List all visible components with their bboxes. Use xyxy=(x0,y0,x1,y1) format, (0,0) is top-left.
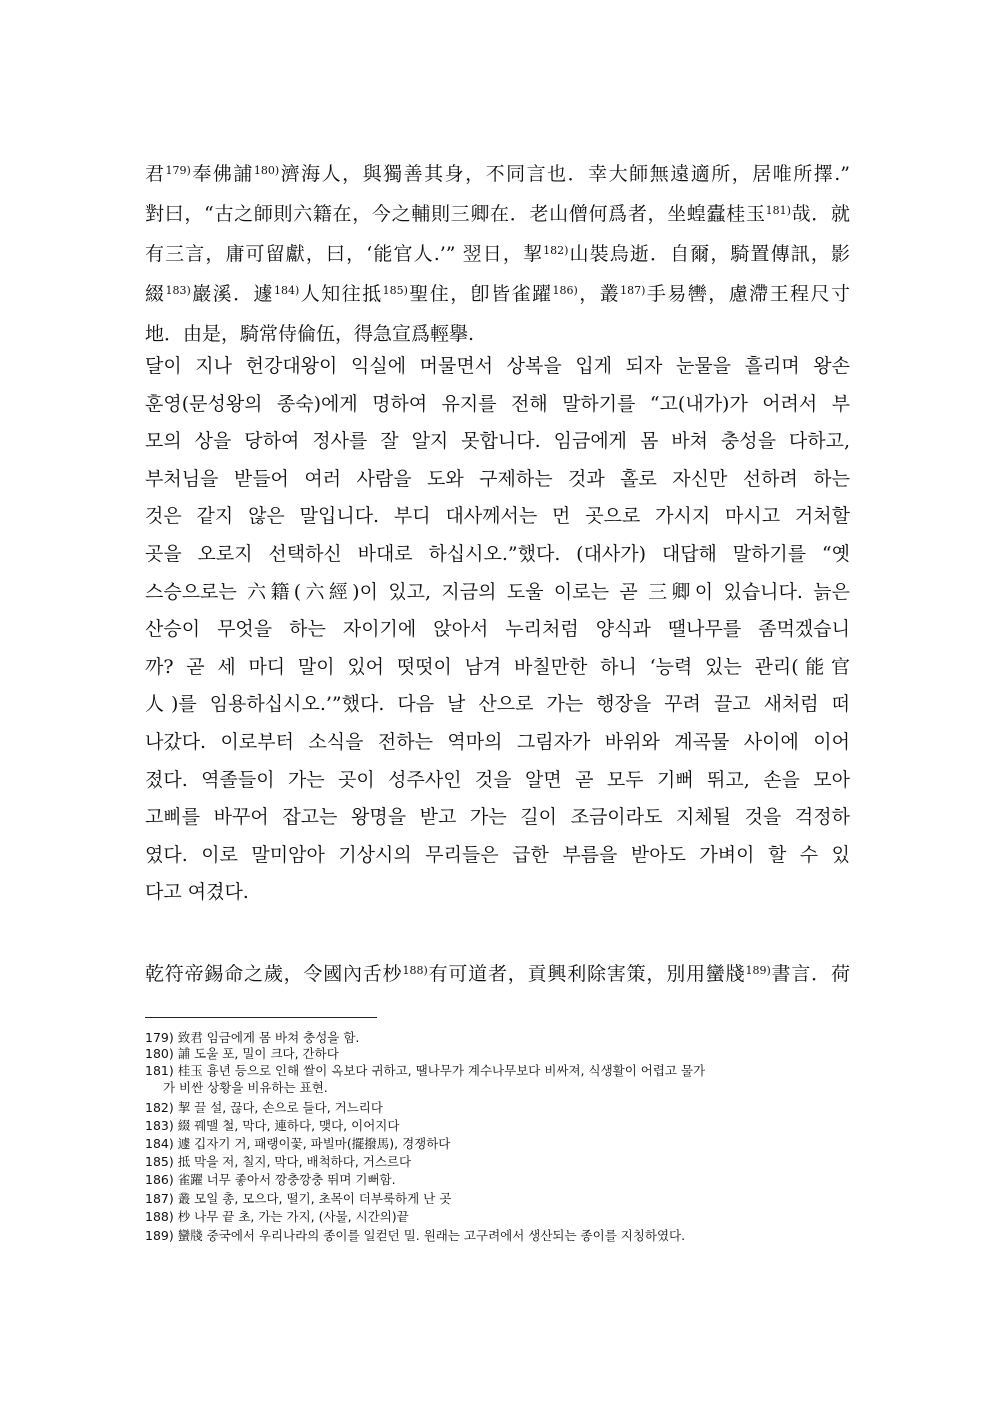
korean-line: 것은 같지 않은 말입니다. 부디 대사께서는 먼 곳으로 가시지 마시고 거처할 xyxy=(145,505,850,528)
footnote-item: 188) 杪 나무 끝 초, 가는 가지, (사물, 시간의)끝 xyxy=(145,1209,409,1224)
korean-line: 달이 지나 헌강대왕이 익실에 머물면서 상복을 입게 되자 눈물을 흘리며 왕손 xyxy=(145,355,850,377)
footnote-item: 181) 桂玉 흉년 등으로 인해 쌀이 옥보다 귀하고, 땔나무가 계수나무보다 비싸져, 식생활이 어렵고 물가 xyxy=(145,1063,706,1078)
korean-line: 산승이 무엇을 하는 자이기에 앉아서 누리처럼 양식과 땔나무를 좀먹겠습니 xyxy=(145,618,850,641)
text-run: 對曰，“古之師則六籍在，今之輔則三卿在．老山僧何爲者，坐蝗蠹桂玉 xyxy=(145,203,766,225)
footnote-item: 182) 挈 끌 설, 끊다, 손으로 들다, 거느리다 xyxy=(145,1100,383,1115)
footnote-marker[interactable]: 182) xyxy=(543,244,569,257)
footnote-item: 189) 蠻牋 중국에서 우리나라의 종이를 일컫던 밀. 원래는 고구려에서 생산되는 종이를 지칭하였다. xyxy=(145,1228,686,1243)
text-run: 地．由是，騎常侍倫伍，得急宣爲輕擧. xyxy=(145,323,475,345)
footnote-separator xyxy=(145,1017,377,1018)
footnote-item: 179) 致君 임금에게 몸 바쳐 충성을 함. xyxy=(145,1030,360,1045)
footnote-marker[interactable]: 181) xyxy=(765,204,791,217)
footnote-marker[interactable]: 179) xyxy=(165,164,191,177)
footnote-item: 185) 抵 막을 저, 칠지, 막다, 배척하다, 거스르다 xyxy=(145,1154,412,1169)
footnote-marker[interactable]: 188) xyxy=(402,964,428,977)
footnote-marker[interactable]: 189) xyxy=(745,964,771,977)
footnote-item: 가 비싼 상황을 비유하는 표현. xyxy=(163,1080,328,1095)
text-run: 手易轡，慮滯王程尺寸 xyxy=(645,283,850,305)
text-run: 人知往抵 xyxy=(299,283,383,305)
text-run: 哉．就 xyxy=(790,203,850,225)
footnote-item: 186) 雀躍 너무 좋아서 깡충깡충 뛰며 기뻐함. xyxy=(145,1172,396,1187)
text-run: 書言．荷 xyxy=(770,963,850,985)
text-run: ，叢 xyxy=(577,283,621,305)
korean-line: 졌다. 역졸들이 가는 곳이 성주사인 것을 알면 곧 모두 기뻐 뛰고, 손을 모아 xyxy=(145,768,850,791)
korean-line: 나갔다. 이로부터 소식을 전하는 역마의 그림자가 바위와 계곡물 사이에 이어 xyxy=(145,731,850,753)
text-run: 奉佛誧 xyxy=(190,163,254,185)
classical-line xyxy=(145,242,850,266)
footnote-marker[interactable]: 185) xyxy=(382,284,408,297)
footnote-marker[interactable]: 186) xyxy=(552,284,578,297)
korean-line: 人)를 임용하십시오.’”했다. 다음 날 산으로 가는 행장을 꾸려 끌고 새처럼 떠 xyxy=(145,693,850,716)
footnote-item: 184) 遽 깁자기 거, 패랭이꽃, 파빌마(擺撥馬), 경쟁하다 xyxy=(145,1136,451,1151)
text-run: 濟海人，與獨善其身，不同言也．幸大師無遠適所，居唯所擇.” xyxy=(279,163,850,185)
footnote-marker[interactable]: 187) xyxy=(620,284,646,297)
text-run: 綴 xyxy=(145,283,166,305)
text-run: 乾符帝錫命之歲，令國內舌杪 xyxy=(145,963,403,985)
korean-line: 까? 곧 세 마디 말이 있어 떳떳이 남겨 바칠만한 하니 ‘능력 있는 관리(能官 xyxy=(145,655,850,678)
korean-line: 모의 상을 당하여 정사를 잘 알지 못합니다. 임금에게 몸 바쳐 충성을 다하고, xyxy=(145,430,850,453)
korean-line: 훈영(문성왕의 종숙)에게 명하여 유지를 전해 말하기를 “고(내가)가 어려서 부 xyxy=(145,392,850,415)
korean-line: 곳을 오로지 선택하신 바대로 하십시오.”했다. (대사가) 대답해 말하기를 “옛 xyxy=(145,543,850,565)
classical-line xyxy=(145,322,850,346)
text-run: 有可道者，貢興利除害策，別用蠻牋 xyxy=(427,963,746,985)
korean-line: 였다. 이로 말미암아 기상시의 무리들은 급한 부름을 받아도 가벼이 할 수 있 xyxy=(145,843,850,866)
korean-line: 다고 여겼다. xyxy=(145,881,249,904)
footnote-item: 187) 叢 모일 총, 모으다, 떨기, 초목이 더부룩하게 난 곳 xyxy=(145,1191,452,1206)
korean-line: 스승으로는 六籍(六經)이 있고, 지금의 도울 이로는 곧 三卿이 있습니다. 늙은 xyxy=(145,580,850,603)
footnote-marker[interactable]: 184) xyxy=(274,284,300,297)
korean-line: 부처님을 받들어 여러 사람을 도와 구제하는 것과 홀로 자신만 선하려 하는 xyxy=(145,467,850,490)
footnote-item: 180) 誧 도울 포, 밀이 크다, 간하다 xyxy=(145,1046,339,1061)
classical-line xyxy=(145,282,850,306)
text-run: 聖住，卽皆雀躍 xyxy=(407,283,553,305)
classical-line xyxy=(145,162,850,186)
classical-line xyxy=(145,962,850,986)
text-run: 有三言，庸可留獻，曰，‘能官人.’” 翌日，挈 xyxy=(145,243,544,265)
footnote-item: 183) 綴 꿰맬 철, 막다, 連하다, 맺다, 이어지다 xyxy=(145,1118,400,1133)
footnote-marker[interactable]: 180) xyxy=(253,164,280,177)
text-run: 山裝烏逝．自爾，騎置傳訊，影 xyxy=(568,243,850,265)
footnote-marker[interactable]: 183) xyxy=(165,284,191,297)
text-run: 君 xyxy=(145,163,166,185)
text-run: 巖溪．遽 xyxy=(190,283,275,305)
korean-line: 고삐를 바꾸어 잡고는 왕명을 받고 가는 길이 조금이라도 지체될 것을 걱정하 xyxy=(145,806,850,829)
classical-line xyxy=(145,202,850,226)
